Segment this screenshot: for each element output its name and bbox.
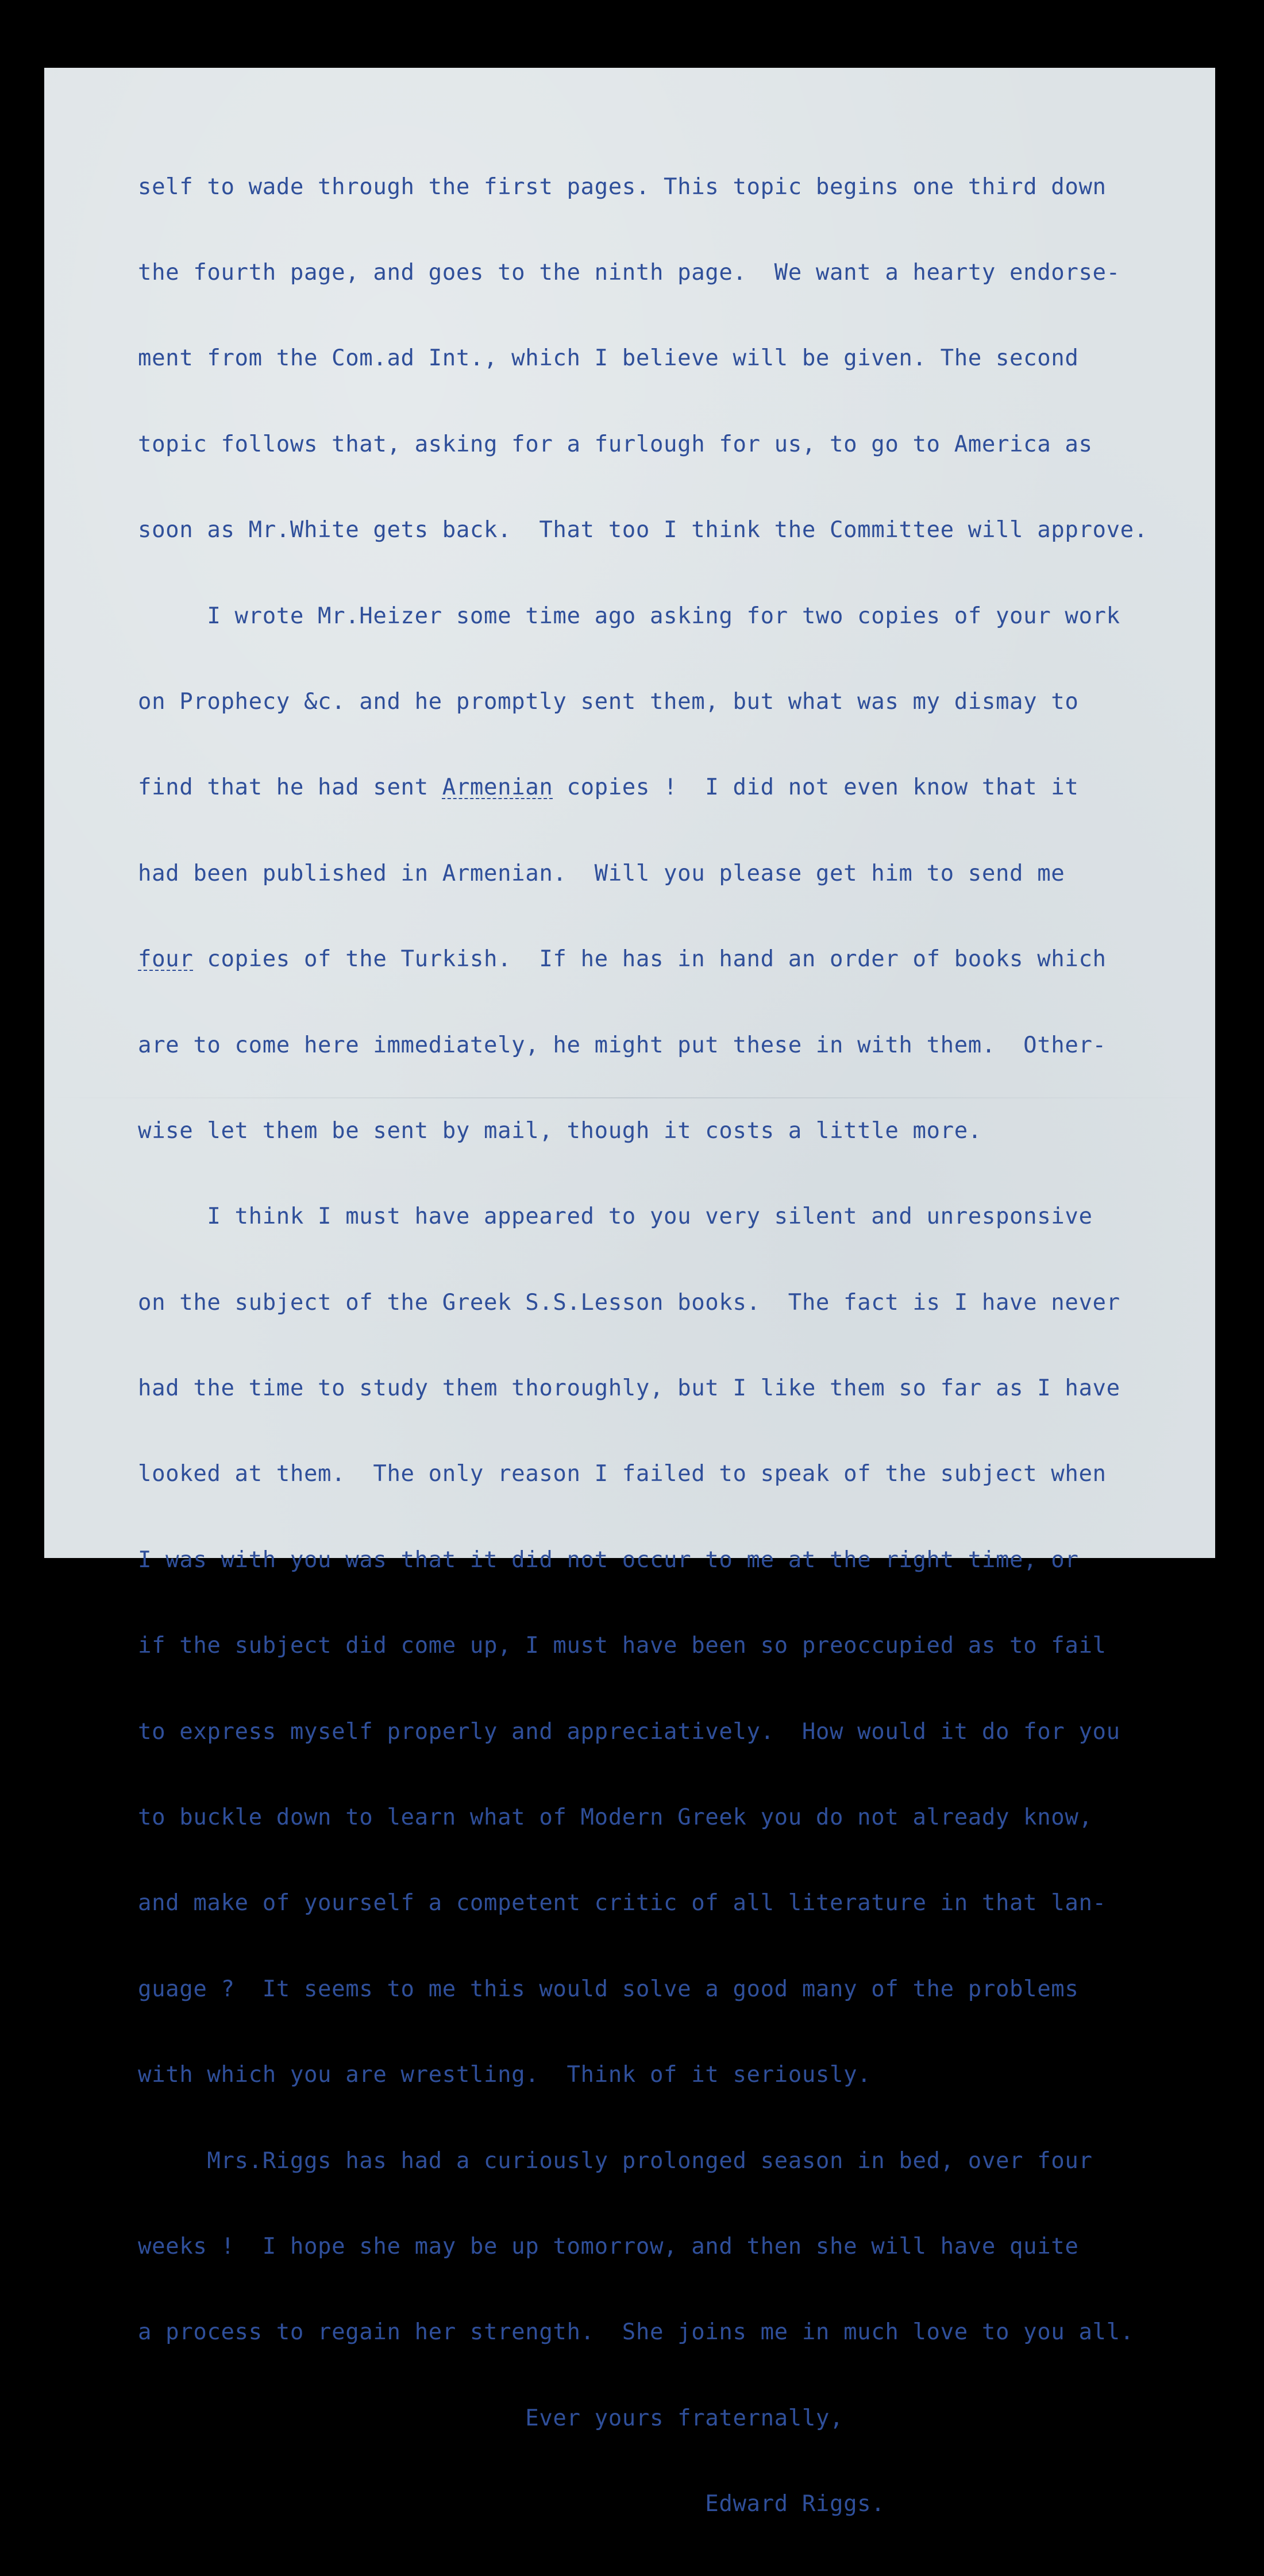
letter-line-10 (138, 945, 1207, 974)
letter-line-23: with which you are wrestling. Think of it seriously. (138, 2062, 872, 2088)
letter-line-6: I wrote Mr.Heizer some time ago asking for two copies of your work (138, 603, 1120, 629)
letter-line-24: Mrs.Riggs has had a curiously prolonged season in bed, over four (138, 2147, 1093, 2174)
letter-line-14: on the subject of the Greek S.S.Lesson books. The fact is I have never (138, 1289, 1120, 1316)
letter-line-8 (138, 773, 1207, 802)
letter-line-7: on Prophecy &c. and he promptly sent them, but what was my dismay to (138, 688, 1079, 715)
letter-line-8-end: copies ! I did not even know that it (553, 774, 1079, 801)
letter-signature: Edward Riggs. (138, 2491, 885, 2517)
letter-line-26: a process to regain her strength. She joins me in much love to you all. (138, 2319, 1134, 2346)
typed-letter-body (138, 115, 1207, 2576)
letter-line-15: had the time to study them thoroughly, but I like them so far as I have (138, 1375, 1120, 1402)
underlined-word-four: four (138, 946, 194, 973)
underlined-word-armenian: Armenian (442, 774, 553, 801)
letter-line-8-start: find that he had sent (138, 774, 442, 801)
letter-line-20: to buckle down to learn what of Modern Greek you do not already know, (138, 1804, 1093, 1831)
letter-line-2: the fourth page, and goes to the ninth page. We want a hearty endorse- (138, 259, 1120, 286)
letter-page (44, 68, 1215, 2517)
letter-line-4: topic follows that, asking for a furlough for us, to go to America as (138, 431, 1093, 457)
letter-line-22: guage ? It seems to me this would solve a good many of the problems (138, 1976, 1079, 2002)
letter-line-10-end: copies of the Turkish. If he has in hand an order of books which (193, 946, 1107, 973)
letter-line-9: had been published in Armenian. Will you please get him to send me (138, 860, 1065, 886)
letter-line-21: and make of yourself a competent critic of all literature in that lan- (138, 1890, 1107, 1916)
letter-line-12: wise let them be sent by mail, though it costs a little more. (138, 1117, 982, 1144)
letter-line-17: I was with you was that it did not occur to me at the right time, or (138, 1547, 1079, 1573)
letter-line-11: are to come here immediately, he might put these in with them. Other- (138, 1032, 1107, 1058)
letter-line-13: I think I must have appeared to you very silent and unresponsive (138, 1204, 1093, 1230)
letter-line-5: soon as Mr.White gets back. That too I think the Committee will approve. (138, 517, 1148, 543)
letter-line-1: self to wade through the first pages. This topic begins one third down (138, 173, 1107, 200)
letter-line-19: to express myself properly and appreciatively. How would it do for you (138, 1718, 1120, 1745)
letter-closing: Ever yours fraternally, (138, 2405, 844, 2431)
letter-line-25: weeks ! I hope she may be up tomorrow, and then she will have quite (138, 2233, 1079, 2259)
letter-line-3: ment from the Com.ad Int., which I believe will be given. The second (138, 345, 1079, 372)
letter-line-16: looked at them. The only reason I failed to speak of the subject when (138, 1461, 1107, 1487)
letter-line-18: if the subject did come up, I must have been so preoccupied as to fail (138, 1633, 1107, 1659)
